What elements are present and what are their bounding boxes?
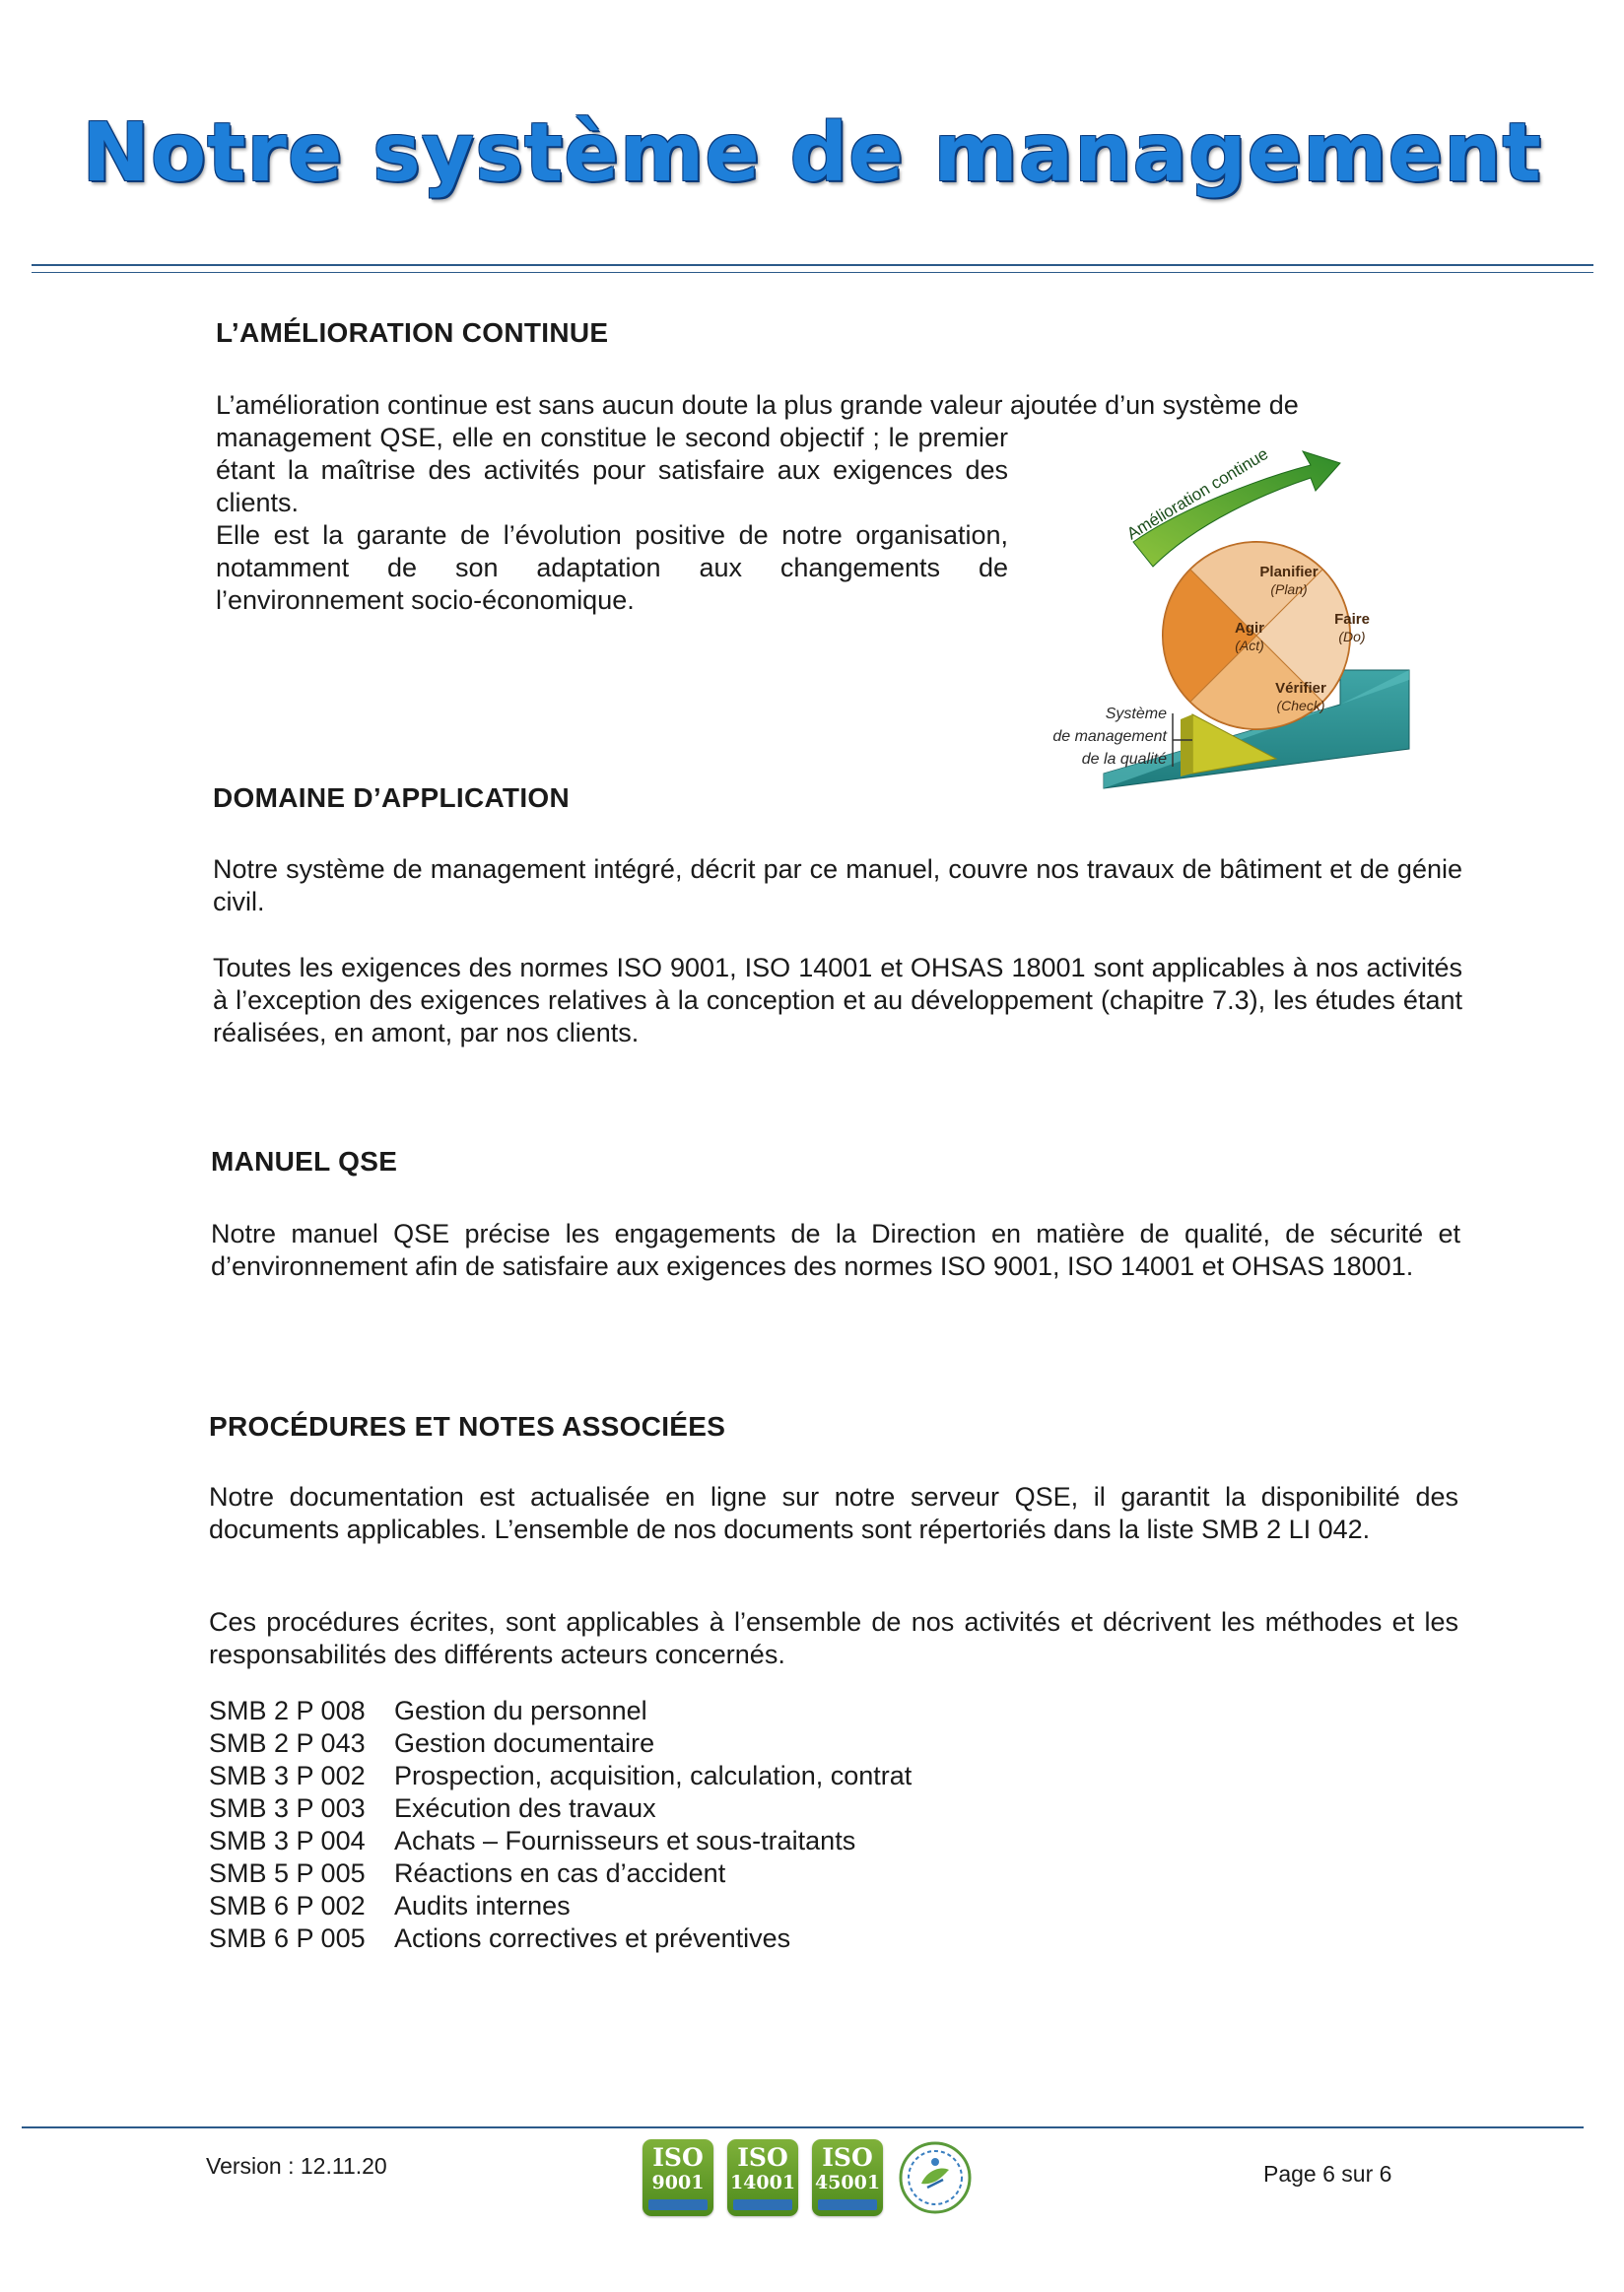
paragraph-amelioration-rest (216, 422, 1008, 617)
paragraph-amelioration-2: Elle est la garante de l’évolution positive de notre organisation, notamment de son adaptation aux changements de l’environnement socio-économique. (216, 520, 1008, 615)
arrow-label: Amélioration continue (1123, 443, 1272, 544)
badge-number: 14001 (729, 2172, 796, 2193)
paragraph-procedures-1: Notre documentation est actualisée en ligne sur notre serveur QSE, il garantit la disponibilité des documents applicables. L’ensemble de nos documents sont répertoriés dans la liste SMB 2 LI 042. (209, 1482, 1458, 1544)
section-heading-amelioration: L’AMÉLIORATION CONTINUE (216, 317, 609, 348)
header-rule-thin (32, 272, 1593, 273)
plan-sub: (Plan) (1270, 581, 1308, 597)
procedure-code: SMB 3 P 002 (209, 1761, 366, 1790)
procedure-title: Gestion documentaire (394, 1728, 655, 1758)
procedure-title: Exécution des travaux (394, 1793, 656, 1823)
badge-bar (733, 2199, 792, 2210)
procedure-code: SMB 2 P 008 (209, 1696, 366, 1725)
procedure-title: Gestion du personnel (394, 1696, 647, 1725)
badge-iso-text: ISO (652, 2143, 704, 2172)
badge-bar (818, 2199, 877, 2210)
badge-iso-text: ISO (822, 2143, 873, 2172)
check-label: Vérifier (1275, 680, 1326, 697)
act-label: Agir (1235, 620, 1264, 637)
section-heading-manuel: MANUEL QSE (211, 1146, 398, 1177)
iso-45001-badge (812, 2139, 883, 2216)
badge-iso-text: ISO (737, 2143, 788, 2172)
paragraph-domaine-2: Toutes les exigences des normes ISO 9001, ISO 14001 et OHSAS 18001 sont applicables à nos activités à l’exception des exigences relatives à la conception et au développement (chapitre 7.3), les études étant réalisées, en amont, par nos clients. (213, 953, 1462, 1047)
procedure-code: SMB 3 P 003 (209, 1793, 366, 1823)
procedure-code: SMB 3 P 004 (209, 1826, 366, 1855)
paragraph-amelioration-line1: L’amélioration continue est sans aucun doute la plus grande valeur ajoutée d’un système de (216, 390, 1299, 420)
badge-number: 45001 (814, 2172, 881, 2193)
header-rule (32, 264, 1593, 266)
iso-14001-badge (727, 2139, 798, 2216)
procedure-title: Achats – Fournisseurs et sous-traitants (394, 1826, 856, 1855)
base-label-2: de management (1052, 728, 1167, 745)
paragraph-procedures-2: Ces procédures écrites, sont applicables à l’ensemble de nos activités et décrivent les méthodes et les responsabilités des différents acteurs concernés. (209, 1607, 1458, 1669)
procedure-code: SMB 6 P 005 (209, 1923, 366, 1953)
procedure-code: SMB 2 P 043 (209, 1728, 366, 1758)
wedge-front (1181, 714, 1192, 776)
certification-seal-icon (898, 2140, 973, 2215)
base-label-1: Système (1105, 706, 1167, 722)
pdca-diagram (1015, 424, 1429, 818)
badge-bar (648, 2199, 708, 2210)
procedure-list (209, 1695, 912, 1955)
act-sub: (Act) (1235, 638, 1264, 653)
list-item (209, 1695, 912, 1727)
list-item (209, 1890, 912, 1922)
procedure-code: SMB 6 P 002 (209, 1891, 366, 1921)
check-sub: (Check) (1276, 698, 1325, 713)
procedure-title: Réactions en cas d’accident (394, 1858, 726, 1888)
base-label-3: de la qualité (1081, 751, 1167, 768)
page-title: Notre système de management (82, 106, 1542, 200)
badge-number: 9001 (651, 2172, 705, 2193)
list-item (209, 1760, 912, 1792)
procedure-title: Prospection, acquisition, calculation, contrat (394, 1761, 913, 1790)
list-item (209, 1857, 912, 1890)
paragraph-amelioration-1-rest: management QSE, elle en constitue le second objectif ; le premier étant la maîtrise des activités pour satisfaire aux exigences des clients. (216, 423, 1008, 517)
iso-9001-badge (643, 2139, 713, 2216)
plan-label: Planifier (1259, 564, 1319, 580)
footer-page-number: Page 6 sur 6 (1263, 2161, 1392, 2187)
list-item (209, 1825, 912, 1857)
footer-version: Version : 12.11.20 (206, 2153, 387, 2179)
list-item (209, 1922, 912, 1955)
section-heading-domaine: DOMAINE D’APPLICATION (213, 782, 571, 813)
procedure-title: Actions correctives et préventives (394, 1923, 791, 1953)
procedure-title: Audits internes (394, 1891, 571, 1921)
procedure-code: SMB 5 P 005 (209, 1858, 366, 1888)
paragraph-manuel-1: Notre manuel QSE précise les engagements de la Direction en matière de qualité, de sécurité et d’environnement afin de satisfaire aux exigences des normes ISO 9001, ISO 14001 et OHSAS 18001. (211, 1219, 1460, 1281)
list-item (209, 1792, 912, 1825)
footer-rule (22, 2126, 1584, 2128)
do-sub: (Do) (1338, 629, 1366, 644)
list-item (209, 1727, 912, 1760)
paragraph-domaine-1: Notre système de management intégré, décrit par ce manuel, couvre nos travaux de bâtiment et de génie civil. (213, 854, 1462, 916)
section-heading-procedures: PROCÉDURES ET NOTES ASSOCIÉES (209, 1411, 726, 1442)
do-label: Faire (1334, 611, 1370, 628)
